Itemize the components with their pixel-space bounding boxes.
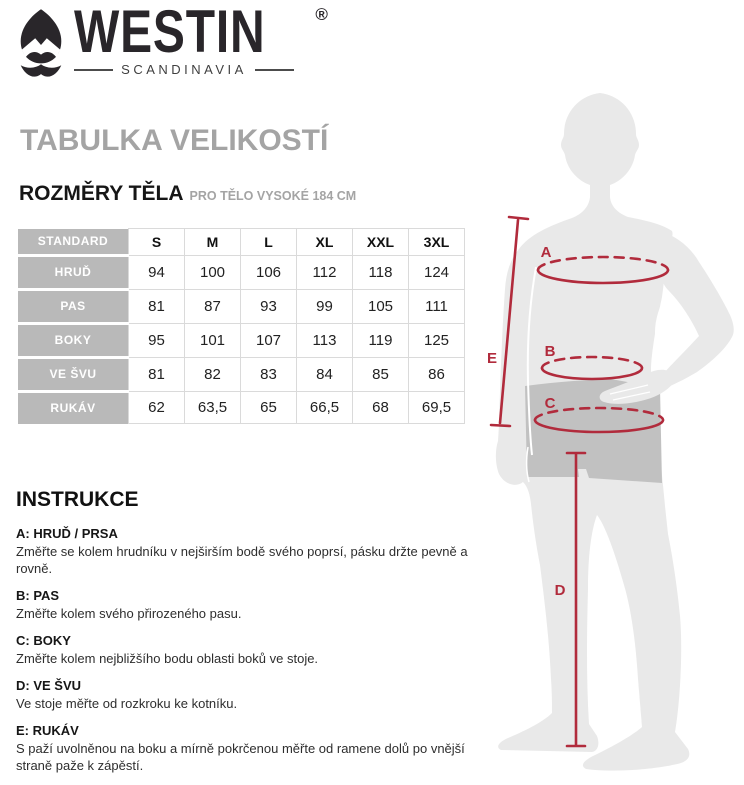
table-row bbox=[18, 323, 465, 357]
instruction-text: Změřte se kolem hrudníku v nejširším bodě svého poprsí, pásku držte pevně a rovně. bbox=[16, 543, 468, 577]
table-header-standard: STANDARD bbox=[18, 229, 129, 256]
instruction-text: Změřte kolem nejbližšího bodu oblasti boků ve stoje. bbox=[16, 651, 319, 667]
instruction-text: Změřte kolem svého přirozeného pasu. bbox=[16, 606, 242, 622]
table-cell: 84 bbox=[297, 357, 353, 391]
table-header-size: 3XL bbox=[409, 229, 465, 256]
table-header-size: L bbox=[241, 229, 297, 256]
westin-fish-icon bbox=[12, 6, 70, 82]
table-cell: 69,5 bbox=[409, 391, 465, 424]
table-header-size: XL bbox=[297, 229, 353, 256]
table-cell: 101 bbox=[185, 323, 241, 357]
instruction-text: Ve stoje měřte od rozkroku ke kotníku. bbox=[16, 696, 238, 712]
logo-rule-left bbox=[74, 69, 113, 71]
table-cell: 63,5 bbox=[185, 391, 241, 424]
instruction-item-d bbox=[16, 678, 468, 712]
instruction-title: D: VE ŠVU bbox=[16, 678, 82, 694]
table-cell: 81 bbox=[129, 357, 185, 391]
table-cell: 124 bbox=[409, 255, 465, 289]
table-header-size: M bbox=[185, 229, 241, 256]
row-label: HRUĎ bbox=[18, 255, 129, 289]
section-heading bbox=[19, 182, 356, 206]
logo-text bbox=[74, 0, 328, 77]
table-cell: 100 bbox=[185, 255, 241, 289]
row-label: RUKÁV bbox=[18, 391, 129, 424]
instructions-title: INSTRUKCE bbox=[16, 488, 139, 511]
row-label: PAS bbox=[18, 289, 129, 323]
table-cell: 125 bbox=[409, 323, 465, 357]
size-table bbox=[18, 228, 465, 424]
table-header-row bbox=[18, 229, 465, 256]
table-cell: 85 bbox=[353, 357, 409, 391]
table-row bbox=[18, 255, 465, 289]
table-cell: 68 bbox=[353, 391, 409, 424]
measurement-label-b: B bbox=[544, 343, 556, 360]
row-label: BOKY bbox=[18, 323, 129, 357]
table-cell: 82 bbox=[185, 357, 241, 391]
instruction-title: A: HRUĎ / PRSA bbox=[16, 526, 118, 541]
section-title: ROZMĚRY TĚLA bbox=[19, 182, 184, 205]
table-row bbox=[18, 391, 465, 424]
table-cell: 86 bbox=[409, 357, 465, 391]
table-cell: 112 bbox=[297, 255, 353, 289]
table-cell: 118 bbox=[353, 255, 409, 289]
table-header-size: S bbox=[129, 229, 185, 256]
measurement-label-e: E bbox=[486, 350, 498, 367]
instructions-section bbox=[16, 488, 468, 785]
westin-logo bbox=[12, 0, 328, 82]
table-cell: 107 bbox=[241, 323, 297, 357]
logo-subtitle: SCANDINAVIA bbox=[121, 62, 247, 77]
table-cell: 83 bbox=[241, 357, 297, 391]
table-cell: 81 bbox=[129, 289, 185, 323]
table-cell: 105 bbox=[353, 289, 409, 323]
page-title: TABULKA VELIKOSTÍ bbox=[20, 124, 329, 157]
instruction-title: B: PAS bbox=[16, 588, 60, 604]
table-cell: 62 bbox=[129, 391, 185, 424]
instruction-text: S paží uvolněnou na boku a mírně pokrčenou měřte od ramene dolů po vnější straně paže k zápěstí. bbox=[16, 741, 465, 774]
registered-mark: ® bbox=[315, 5, 328, 24]
instruction-item-c bbox=[16, 633, 468, 667]
table-cell: 87 bbox=[185, 289, 241, 323]
instruction-item-b bbox=[16, 588, 468, 622]
measurement-label-c: C bbox=[544, 395, 556, 412]
section-subtitle: PRO TĚLO VYSOKÉ 184 CM bbox=[189, 189, 357, 203]
table-cell: 65 bbox=[241, 391, 297, 424]
instruction-title: C: BOKY bbox=[16, 633, 71, 649]
table-cell: 94 bbox=[129, 255, 185, 289]
brand-name: WESTIN bbox=[74, 0, 266, 65]
instruction-item-a bbox=[16, 526, 468, 577]
instruction-item-e bbox=[16, 723, 468, 774]
table-cell: 95 bbox=[129, 323, 185, 357]
table-row bbox=[18, 289, 465, 323]
table-cell: 99 bbox=[297, 289, 353, 323]
body-measurement-figure bbox=[464, 85, 744, 785]
instruction-title: E: RUKÁV bbox=[16, 723, 79, 739]
table-row bbox=[18, 357, 465, 391]
table-cell: 113 bbox=[297, 323, 353, 357]
table-cell: 111 bbox=[409, 289, 465, 323]
table-cell: 106 bbox=[241, 255, 297, 289]
measurement-label-d: D bbox=[554, 582, 566, 599]
table-cell: 66,5 bbox=[297, 391, 353, 424]
measurement-label-a: A bbox=[540, 244, 552, 261]
table-header-size: XXL bbox=[353, 229, 409, 256]
row-label: VE ŠVU bbox=[18, 357, 129, 391]
table-cell: 93 bbox=[241, 289, 297, 323]
table-cell: 119 bbox=[353, 323, 409, 357]
logo-rule-right bbox=[255, 69, 294, 71]
